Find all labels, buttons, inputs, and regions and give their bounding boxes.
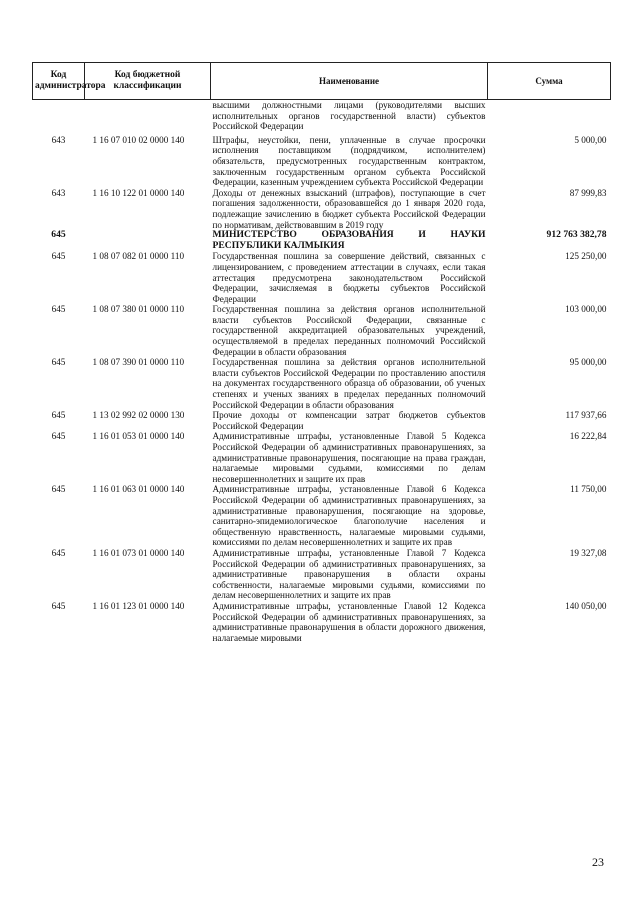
budget-code-cell: 1 16 01 053 01 0000 140 [92, 431, 185, 442]
sum-cell: 87 999,83 [569, 187, 607, 198]
table-row [33, 304, 611, 357]
header-budget-code: Код бюджетной классификации [85, 63, 211, 100]
table-body [33, 100, 611, 644]
table-row [33, 188, 611, 230]
admin-code-cell [33, 100, 85, 132]
name-cell: высшими должностными лицами (руководителями высших исполнительных органов государственной власти) субъектов Российской Федерации [212, 100, 486, 132]
admin-code-cell: 645 [51, 229, 66, 241]
budget-code-cell: 1 16 10 122 01 0000 140 [92, 187, 185, 198]
budget-code-cell [85, 230, 211, 251]
admin-code-cell: 643 [51, 187, 66, 198]
name-cell: Административные штрафы, установленные Главой 6 Кодекса Российской Федерации об административных правонарушениях, за административные правонарушения, посягающие на здоровье, санитарно-эпидемиологическое благополучие населения и общественную нравственность, налагаемые мировыми судьями, комиссиями по делам несовершеннолетних и защите их прав [212, 484, 486, 548]
budget-code-cell: 1 16 01 073 01 0000 140 [92, 547, 185, 558]
name-cell: Штрафы, неустойки, пени, уплаченные в случае просрочки исполнения поставщиком (подрядчиком, исполнителем) обязательств, предусмотренных государственным контрактом, заключенным государственным органом субъекта Российской Федерации, казенным учреждением субъекта Российской Федерации [212, 134, 486, 188]
sum-cell [488, 100, 611, 132]
table-row [33, 410, 611, 431]
name-cell: Доходы от денежных взысканий (штрафов), поступающие в счет погашения задолженности, образовавшейся до 1 января 2020 года, подлежащие зачислению в бюджет субъекта Российской Федерации по нормативам, действовавшим в 2019 году [212, 187, 486, 230]
page-number: 23 [592, 855, 604, 869]
admin-code-cell: 643 [51, 134, 66, 145]
table-row [33, 135, 611, 188]
name-cell: Прочие доходы от компенсации затрат бюджетов субъектов Российской Федерации [212, 410, 486, 431]
admin-code-cell: 645 [51, 410, 66, 421]
admin-code-cell: 645 [51, 484, 66, 495]
admin-code-cell: 645 [51, 304, 66, 315]
table-row [33, 230, 611, 251]
table-row [33, 484, 611, 548]
budget-code-cell: 1 16 01 123 01 0000 140 [92, 600, 185, 611]
sum-cell: 95 000,00 [569, 357, 607, 368]
admin-code-cell: 645 [51, 251, 66, 262]
name-cell: Государственная пошлина за действия органов исполнительной власти субъектов Российской Федерации, связанные с государственной аккредитацией образовательных учреждений, осуществляемой в пределах переданных полномочий Российской Федерации в области образования [212, 304, 486, 357]
table-row [33, 431, 611, 484]
name-cell: Государственная пошлина за совершение действий, связанных с лицензированием, с проведением аттестации в случаях, если такая аттестация предусмотрена законодательством Российской Федерации, зачисляемая в бюджеты субъектов Российской Федерации [212, 251, 486, 304]
budget-code-cell: 1 16 07 010 02 0000 140 [92, 134, 185, 145]
sum-cell: 125 250,00 [565, 251, 607, 262]
table-row [33, 548, 611, 601]
table-row [33, 251, 611, 304]
admin-code-cell: 645 [51, 357, 66, 368]
admin-code-cell: 645 [51, 600, 66, 611]
name-cell: Административные штрафы, установленные Главой 5 Кодекса Российской Федерации об административных правонарушениях, за административные правонарушения, посягающие на права граждан, налагаемые мировыми судьями, комиссиями по делам несовершеннолетних и защите их прав [212, 431, 486, 484]
budget-code-cell: 1 13 02 992 02 0000 130 [92, 410, 185, 421]
table-row [33, 601, 611, 643]
admin-code-cell: 645 [51, 431, 66, 442]
sum-cell: 140 050,00 [565, 600, 607, 611]
header-admin-code: Код администратора [33, 63, 85, 100]
table-row [33, 357, 611, 410]
name-cell: Административные штрафы, установленные Главой 7 Кодекса Российской Федерации об административных правонарушениях, за административные правонарушения в области охраны собственности, налагаемые мировыми судьями, комиссиями по делам несовершеннолетних и защите их прав [212, 547, 486, 601]
name-cell: МИНИСТЕРСТВО ОБРАЗОВАНИЯ И НАУКИ РЕСПУБЛИКИ КАЛМЫКИЯ [212, 229, 486, 251]
header-name: Наименование [211, 63, 488, 100]
table-header [33, 63, 611, 100]
name-cell: Государственная пошлина за действия органов исполнительной власти субъектов Российской Федерации по проставлению апостиля на документах государственного образца об образовании, об ученых степенях и ученых званиях в пределах переданных полномочий Российской Федерации в области образования [212, 357, 486, 410]
sum-cell: 16 222,84 [569, 431, 607, 442]
sum-cell: 19 327,08 [569, 547, 607, 558]
name-cell: Административные штрафы, установленные Главой 12 Кодекса Российской Федерации об административных правонарушениях, за административные правонарушения в области дорожного движения, налагаемые мировыми [212, 600, 486, 643]
budget-code-cell: 1 08 07 082 01 0000 110 [92, 251, 185, 262]
header-sum: Сумма [488, 63, 611, 100]
budget-code-cell: 1 16 01 063 01 0000 140 [92, 484, 185, 495]
budget-revenue-table [32, 62, 611, 643]
budget-code-cell: 1 08 07 390 01 0000 110 [92, 357, 185, 368]
table-row [33, 100, 611, 132]
sum-cell: 117 937,66 [565, 410, 607, 421]
sum-cell: 103 000,00 [565, 304, 607, 315]
sum-cell: 11 750,00 [570, 484, 607, 495]
budget-code-cell [85, 100, 211, 132]
sum-cell: 912 763 382,78 [546, 229, 607, 241]
budget-code-cell: 1 08 07 380 01 0000 110 [92, 304, 185, 315]
admin-code-cell: 645 [51, 547, 66, 558]
sum-cell: 5 000,00 [574, 134, 607, 145]
